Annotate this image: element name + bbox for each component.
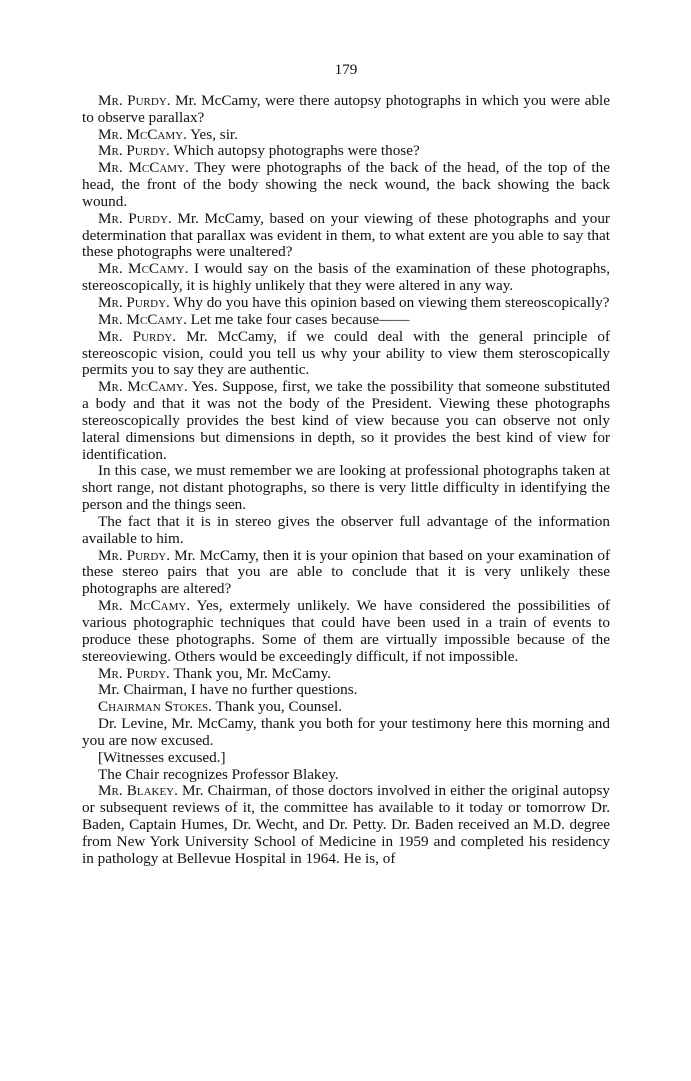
transcript-paragraph	[82, 93, 610, 127]
transcript-paragraph	[82, 750, 610, 767]
transcript-paragraph	[82, 312, 610, 329]
speaker-label: Mr. Purdy.	[98, 91, 171, 109]
transcript-paragraph	[82, 160, 610, 211]
paragraph-text: Mr. McCamy, based on your viewing of these photographs and your determination that parallax was evident in them, to what extent are you able to say that these photographs were unaltered?	[82, 209, 610, 261]
paragraph-text: Mr. McCamy, were there autopsy photographs in which you were able to observe parallax?	[82, 91, 610, 126]
transcript-paragraph	[82, 514, 610, 548]
speaker-label: Mr. Purdy.	[98, 293, 170, 311]
paragraph-text: Yes, sir.	[190, 125, 238, 143]
paragraph-text: They were photographs of the back of the head, of the top of the head, the front of the body showing the neck wound, the back showing the back wound.	[82, 159, 610, 210]
transcript-paragraph	[82, 548, 610, 599]
transcript-paragraph	[82, 211, 610, 262]
transcript-paragraph	[82, 143, 610, 160]
paragraph-text: Yes, extermely unlikely. We have considered the possibilities of various photographic techniques that could have been used in a train of events to produce these photographs. Some of them are virtually impossible because of the stereoviewing. Others would be exceedingly difficult, if not impossible.	[82, 597, 610, 665]
transcript-body	[82, 93, 610, 868]
page-number: 179	[334, 61, 358, 78]
transcript-paragraph	[82, 463, 610, 514]
paragraph-text: The fact that it is in stereo gives the observer full advantage of the information available to him.	[82, 512, 610, 547]
paragraph-text: [Witnesses excused.]	[98, 748, 226, 766]
transcript-paragraph	[82, 127, 610, 144]
paragraph-text: Mr. Chairman, of those doctors involved in either the original autopsy or subsequent reviews of it, the committee has available to it today or tomorrow Dr. Baden, Captain Humes, Dr. Wecht, and Dr. Petty. Dr. Baden received an M.D. degree from New York University School of Medicine in 1959 and completed his residency in pathology at Bellevue Hospital in 1964. He is, of	[82, 782, 611, 867]
paragraph-text: Yes. Suppose, first, we take the possibility that someone substituted a body and that it was not the body of the President. Viewing these photographs stereoscopically provides the best kind of view because you can observe not only lateral dimensions but dimensions in depth, so it provides the best kind of view for identification.	[82, 378, 611, 463]
speaker-label: Mr. McCamy.	[98, 597, 191, 615]
transcript-paragraph	[82, 261, 610, 295]
transcript-paragraph	[82, 699, 610, 716]
paragraph-text: Thank you, Counsel.	[215, 698, 343, 716]
paragraph-text: Why do you have this opinion based on viewing them stereoscopically?	[173, 293, 610, 311]
transcript-paragraph	[82, 716, 610, 750]
paragraph-text: Dr. Levine, Mr. McCamy, thank you both for your testimony here this morning and you are now excused.	[82, 715, 610, 749]
speaker-label: Mr. McCamy.	[98, 159, 189, 177]
transcript-paragraph	[82, 767, 610, 784]
speaker-label: Mr. Purdy.	[98, 546, 171, 564]
paragraph-text: Mr. McCamy, if we could deal with the general principle of stereoscopic vision, could you tell us why your ability to view them steroscopically permits you to say they are authentic.	[82, 327, 610, 379]
paragraph-text: Let me take four cases because——	[190, 310, 410, 328]
speaker-label: Mr. Purdy.	[98, 209, 172, 227]
paragraph-text: In this case, we must remember we are looking at professional photographs taken at short range, not distant photographs, so there is very little difficulty in identifying the person and the things seen.	[82, 462, 610, 514]
paragraph-text: The Chair recognizes Professor Blakey.	[98, 765, 339, 783]
transcript-paragraph	[82, 295, 610, 312]
speaker-label: Mr. Blakey.	[98, 782, 178, 800]
paragraph-text: Mr. McCamy, then it is your opinion that based on your examination of these stereo pairs that you are able to conclude that it is very unlikely these photographs are altered?	[82, 546, 611, 598]
speaker-label: Chairman Stokes.	[98, 698, 212, 716]
transcript-paragraph	[82, 682, 610, 699]
speaker-label: Mr. Purdy.	[98, 327, 177, 345]
speaker-label: Mr. McCamy.	[98, 125, 187, 143]
paragraph-text: Thank you, Mr. McCamy.	[173, 664, 332, 682]
transcript-paragraph	[82, 329, 610, 380]
speaker-label: Mr. McCamy.	[98, 260, 189, 278]
transcript-paragraph	[82, 666, 610, 683]
speaker-label: Mr. McCamy.	[98, 310, 187, 328]
transcript-paragraph	[82, 598, 610, 665]
transcript-paragraph	[82, 783, 610, 867]
speaker-label: Mr. Purdy.	[98, 142, 170, 160]
transcript-paragraph	[82, 379, 610, 463]
document-page	[82, 62, 610, 868]
speaker-label: Mr. Purdy.	[98, 664, 170, 682]
paragraph-text: Which autopsy photographs were those?	[173, 142, 420, 160]
speaker-label: Mr. McCamy.	[98, 378, 188, 396]
paragraph-text: Mr. Chairman, I have no further questions.	[98, 681, 358, 699]
paragraph-text: I would say on the basis of the examination of these photographs, stereoscopically, it is highly unlikely that they were altered in any way.	[82, 260, 611, 295]
